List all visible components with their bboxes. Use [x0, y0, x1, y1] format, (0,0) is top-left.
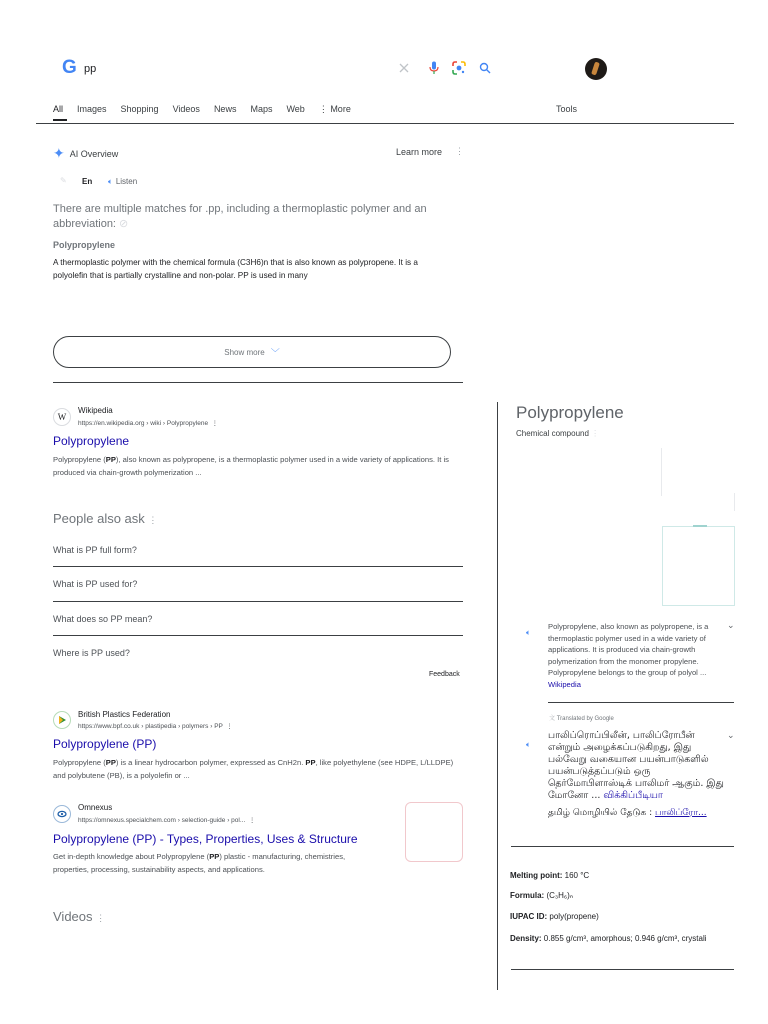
more-options-icon[interactable]: ⋮ — [455, 146, 464, 156]
tab-maps[interactable]: Maps — [250, 104, 273, 114]
chevron-down-icon[interactable]: ⌄ — [727, 730, 735, 740]
tab-all[interactable]: All — [53, 104, 64, 114]
ai-overview-intro: There are multiple matches for .pp, including a thermoplastic polymer and an abbreviation: ⊘ — [53, 203, 427, 230]
knowledge-panel-image[interactable] — [734, 493, 735, 511]
result-title-link[interactable]: Polypropylene — [53, 434, 130, 448]
feedback-link[interactable]: Feedback — [429, 671, 460, 678]
tamil-wikipedia-link[interactable]: விக்கிப்பீடியா — [603, 790, 663, 801]
show-more-button[interactable] — [53, 336, 451, 368]
fact-melting-point: Melting point: 160 °C — [510, 871, 590, 880]
result-site-name: Omnexus — [78, 803, 113, 812]
knowledge-panel-description: Polypropylene, also known as polypropene, is a thermoplastic polymer used in a wide variety of applications. It is produced via chain-growth polymerization from the monomer propylene. Polypropylene belongs to the group of polyol ... Wikipedia — [548, 622, 709, 689]
tab-news[interactable]: News — [213, 104, 237, 114]
search-icon[interactable] — [477, 60, 493, 76]
result-snippet: Get in-depth knowledge about Polypropylene (PP) plastic - manufacturing, chemistries, properties, processing, sustainability aspects, and applications. — [53, 852, 346, 874]
search-tabs — [53, 104, 365, 115]
ai-overview-label: AI Overview — [69, 148, 119, 159]
ai-overview-header — [53, 145, 118, 162]
chevron-down-icon: ﹀ — [270, 347, 280, 358]
listen-label: Listen — [115, 177, 138, 186]
omnexus-favicon-icon — [53, 805, 71, 823]
kp-divider — [511, 846, 734, 847]
paa-question[interactable]: What is PP full form? — [53, 545, 137, 555]
fact-density: Density: 0.855 g/cm³, amorphous; 0.946 g/cm³, crystali — [510, 934, 707, 943]
listen-button[interactable] — [108, 177, 137, 187]
knowledge-panel-title: Polypropylene — [516, 403, 624, 422]
header-divider — [36, 123, 734, 124]
sparkle-icon: ✦ — [53, 145, 65, 161]
knowledge-panel-image[interactable] — [661, 448, 662, 496]
speaker-icon: 🔈︎ — [108, 177, 113, 186]
tab-images[interactable]: Images — [77, 104, 107, 114]
ai-overview-subheading: Polypropylene — [53, 240, 116, 250]
language-toggle[interactable]: En — [82, 177, 93, 186]
speaker-icon[interactable]: 🔈︎ — [526, 628, 531, 637]
learn-more-link[interactable]: Learn more — [396, 147, 443, 157]
section-divider — [53, 382, 463, 383]
result-title-link[interactable]: Polypropylene (PP) — [53, 737, 157, 751]
search-input[interactable]: pp — [84, 63, 97, 75]
wikipedia-favicon-icon: W — [53, 408, 71, 426]
result-site-name: Wikipedia — [78, 406, 113, 415]
google-logo[interactable]: G — [62, 57, 77, 78]
paa-question[interactable]: Where is PP used? — [53, 648, 130, 658]
result-title-link[interactable]: Polypropylene (PP) - Types, Properties, Uses & Structure — [53, 832, 358, 846]
tab-more[interactable]: ⋮ More — [318, 104, 351, 114]
knowledge-panel-tamil-description: பாலிப்ரொப்பிலீன், பாலிப்ரோபீன் என்றும் அழைக்கப்படுகிறது, இது பல்வேறு வகையான பயன்பாடுகளில் பயன்படுத்தப்படும் ஒரு தெர்மோபிளாஸ்டிக் பாலிமர் ஆகும். இது மோனோ ... விக்கிப்பீடியா — [548, 730, 724, 801]
result-url[interactable]: https://en.wikipedia.org › wiki › Polypropylene ⋮ — [78, 420, 219, 427]
paa-question[interactable]: What is PP used for? — [53, 579, 138, 589]
lens-icon[interactable] — [451, 60, 467, 76]
result-url[interactable]: https://www.bpf.co.uk › plastipedia › polymers › PP ⋮ — [78, 723, 233, 730]
result-site-name: British Plastics Federation — [78, 710, 171, 719]
tab-videos[interactable]: Videos — [172, 104, 200, 114]
link-icon[interactable]: ⊘ — [116, 218, 129, 230]
paa-divider — [53, 566, 463, 567]
tab-shopping[interactable]: Shopping — [120, 104, 159, 114]
translate-icon[interactable]: ✎ — [60, 176, 67, 185]
bpf-favicon-icon — [53, 711, 71, 729]
result-snippet: Polypropylene (PP) is a linear hydrocarbon polymer, expressed as CnH2n. PP, like polyethylene (see HDPE, L/LLDPE) and polybutene (PB), is a polyolefin or ... — [53, 758, 454, 780]
speaker-icon[interactable]: 🔈︎ — [526, 740, 531, 749]
paa-divider — [53, 635, 463, 636]
clear-icon[interactable] — [396, 60, 412, 76]
active-tab-indicator — [53, 119, 67, 121]
tools-button[interactable]: Tools — [556, 104, 578, 114]
fact-formula: Formula: (C₃H₆)ₙ — [510, 891, 574, 900]
fact-iupac-id: IUPAC ID: poly(propene) — [510, 912, 599, 921]
tamil-search-link[interactable]: பாலிப்ரோ... — [655, 808, 707, 818]
paa-divider — [53, 601, 463, 602]
knowledge-panel-image[interactable] — [662, 526, 735, 606]
tamil-search-row: தமிழ் மொழியில் தேடுக : பாலிப்ரோ... — [548, 808, 707, 818]
result-snippet: Polypropylene (PP), also known as polypropene, is a thermoplastic polymer used in a wide variety of applications. It is produced via chain-growth polymerization ... — [53, 455, 449, 477]
result-url[interactable]: https://omnexus.specialchem.com › selection-guide › pol... ⋮ — [78, 817, 256, 824]
people-also-ask-title: People also ask ⋮ — [53, 511, 158, 526]
kp-divider — [511, 969, 734, 970]
kp-divider — [548, 702, 734, 703]
show-more-label: Show more — [224, 347, 265, 357]
knowledge-panel-subtitle: Chemical compound ⋮ — [516, 429, 600, 438]
wikipedia-link[interactable]: Wikipedia — [548, 679, 581, 689]
videos-section-title: Videos ⋮ — [53, 909, 106, 924]
chevron-down-icon[interactable]: ⌄ — [727, 620, 735, 630]
ai-overview-body: A thermoplastic polymer with the chemical formula (C3H6)n that is also known as polypropene. It is a polyolefin that is partially crystalline and non-polar. PP is used in many — [53, 258, 418, 280]
account-avatar[interactable] — [585, 58, 607, 80]
tab-web[interactable]: Web — [286, 104, 305, 114]
knowledge-panel-border — [497, 402, 498, 990]
result-thumbnail[interactable] — [405, 802, 463, 862]
translated-by-label: 文 Translated by Google — [549, 716, 614, 722]
paa-question[interactable]: What does so PP mean? — [53, 614, 153, 624]
mic-icon[interactable] — [426, 60, 442, 76]
